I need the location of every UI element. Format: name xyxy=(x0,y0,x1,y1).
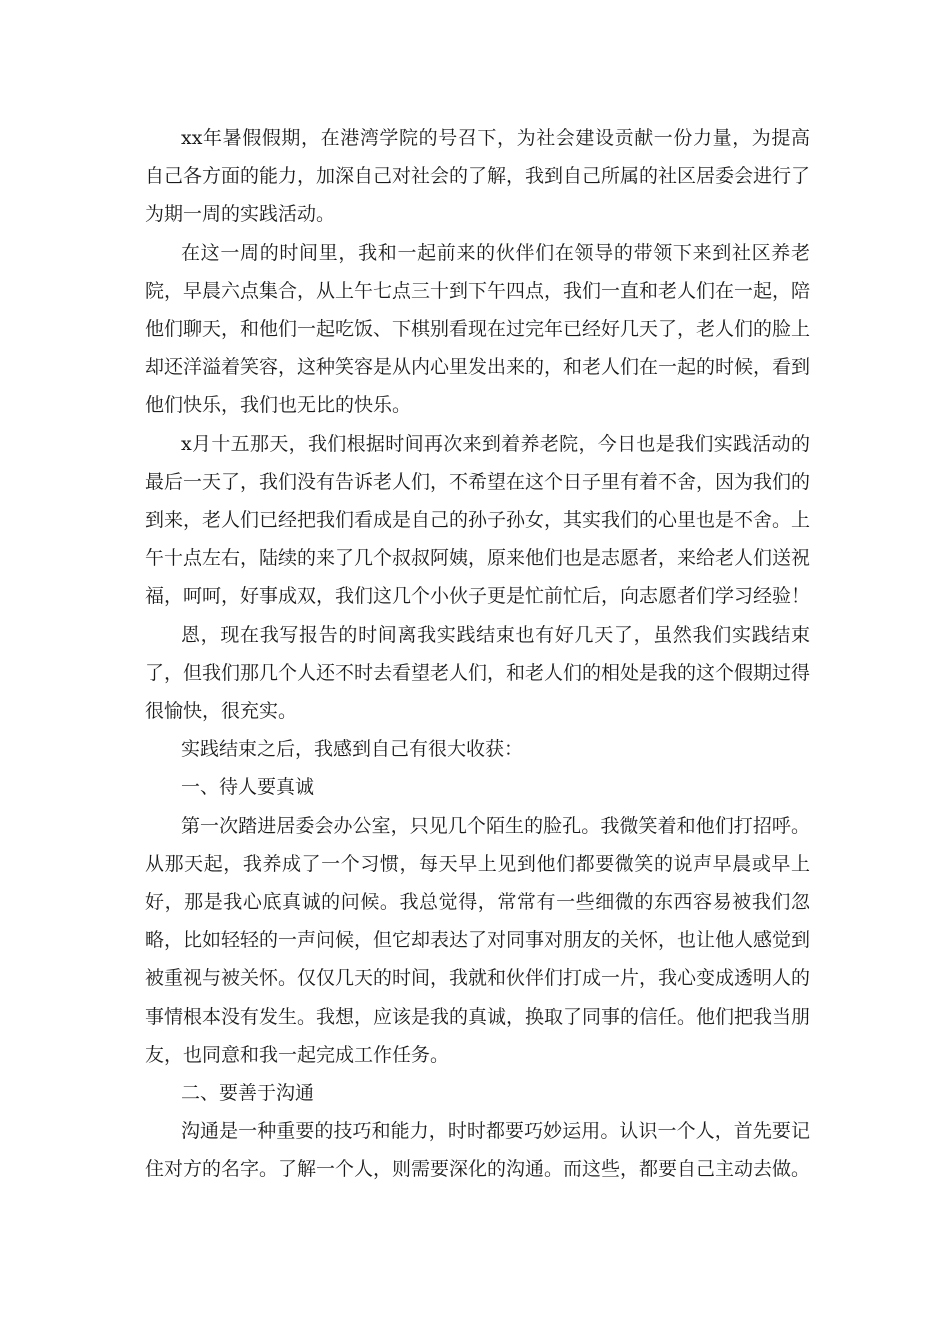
section-heading-sincerity: 一、待人要真诚 xyxy=(181,776,315,799)
paragraph-communication: 沟通是一种重要的技巧和能力，时时都要巧妙运用。认识一个人，首先要记住对方的名字。了解一个人，则需要深化的沟通。而这些，都要自己主动去做。 xyxy=(145,1120,811,1181)
paragraph-gains-intro: 实践结束之后，我感到自己有很大收获： xyxy=(181,738,524,761)
section-heading-communication: 二、要善于沟通 xyxy=(181,1082,315,1105)
paragraph-intro: xx年暑假假期，在港湾学院的号召下，为社会建设贡献一份力量，为提高自己各方面的能力，加深自己对社会的了解，我到自己所属的社区居委会进行了为期一周的实践活动。 xyxy=(145,127,811,226)
paragraph-sincerity: 第一次踏进居委会办公室，只见几个陌生的脸孔。我微笑着和他们打招呼。从那天起，我养成了一个习惯，每天早上见到他们都要微笑的说声早晨或早上好，那是我心底真诚的问候。我总觉得，常常有一些细微的东西容易被我们忽略，比如轻轻的一声问候，但它却表达了对同事对朋友的关怀，也让他人感觉到被重视与被关怀。仅仅几天的时间，我就和伙伴们打成一片，我心变成透明人的事情根本没有发生。我想，应该是我的真诚，换取了同事的信任。他们把我当朋友，也同意和我一起完成工作任务。 xyxy=(145,814,811,1066)
paragraph-nursing-home: 在这一周的时间里，我和一起前来的伙伴们在领导的带领下来到社区养老院，早晨六点集合，从上午七点三十到下午四点，我们一直和老人们在一起，陪他们聊天，和他们一起吃饭、下棋别看现在过完年已经好几天了，老人们的脸上却还洋溢着笑容，这种笑容是从内心里发出来的，和老人们在一起的时候，看到他们快乐，我们也无比的快乐。 xyxy=(145,241,811,417)
paragraph-reflection: 恩，现在我写报告的时间离我实践结束也有好几天了，虽然我们实践结束了，但我们那几个人还不时去看望老人们，和老人们的相处是我的这个假期过得很愉快，很充实。 xyxy=(145,623,811,723)
document-body xyxy=(145,119,810,1189)
paragraph-last-day: x月十五那天，我们根据时间再次来到着养老院，今日也是我们实践活动的最后一天了，我们没有告诉老人们，不希望在这个日子里有着不舍，因为我们的到来，老人们已经把我们看成是自己的孙子孙女，其实我们的心里也是不舍。上午十点左右，陆续的来了几个叔叔阿姨，原来他们也是志愿者，来给老人们送祝福，呵呵，好事成双，我们这几个小伙子更是忙前忙后，向志愿者们学习经验！ xyxy=(145,432,811,608)
